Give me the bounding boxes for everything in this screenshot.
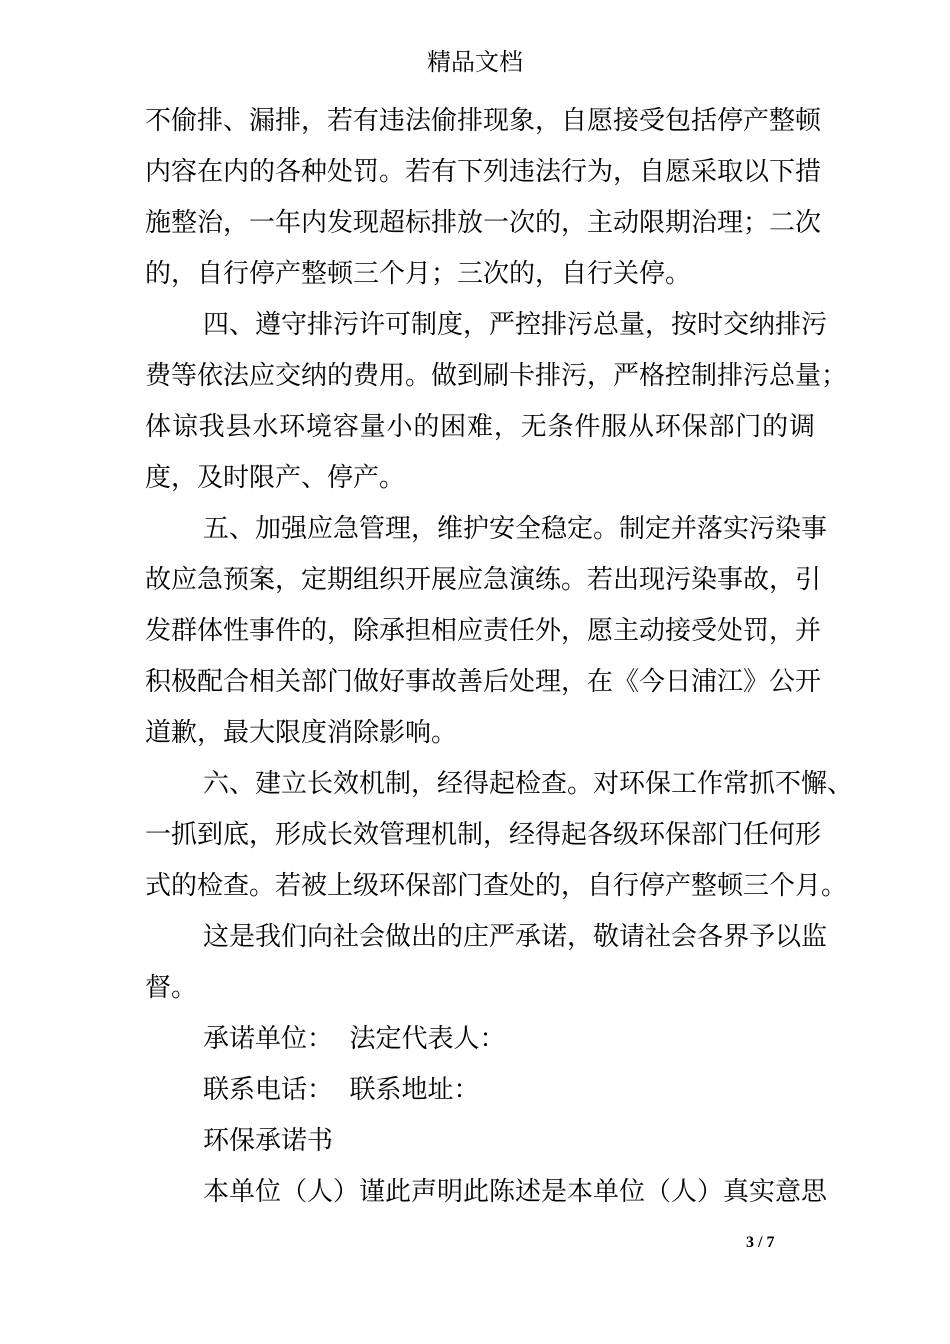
- text-line: 的，自行停产整顿三个月；三次的，自行关停。: [145, 259, 692, 289]
- signature-phone-address: [145, 1065, 815, 1116]
- text-line: 四、遵守排污许可制度，严控排污总量，按时交纳排污: [203, 310, 828, 340]
- text-line: 一抓到底，形成长效管理机制，经得起各级环保部门任何形: [145, 820, 822, 850]
- text-line: 道歉，最大限度消除影响。: [145, 718, 458, 748]
- document-body: [145, 96, 854, 1218]
- text-line: 承诺单位： 法定代表人：: [203, 1024, 506, 1054]
- text-line: 不偷排、漏排，若有违法偷排现象，自愿接受包括停产整顿: [145, 106, 822, 136]
- text-line: 发群体性事件的，除承担相应责任外，愿主动接受处罚，并: [145, 616, 822, 646]
- paragraph-closing-statement: [145, 912, 828, 1014]
- text-line: 式的检查。若被上级环保部门查处的，自行停产整顿三个月。: [145, 871, 848, 901]
- text-line: 积极配合相关部门做好事故善后处理，在《今日浦江》公开: [145, 667, 822, 697]
- signature-unit-representative: [145, 1014, 815, 1065]
- text-line: 费等依法应交纳的费用。做到刷卡排污，严格控制排污总量；: [145, 361, 848, 391]
- paragraph-item-six: [145, 759, 854, 912]
- text-line: 五、加强应急管理，维护安全稳定。制定并落实污染事: [203, 514, 828, 544]
- text-line: 六、建立长效机制，经得起检查。对环保工作常抓不懈、: [203, 769, 854, 799]
- section-title-commitment-letter: [145, 1116, 815, 1167]
- text-line: 本单位（人）谨此声明此陈述是本单位（人）真实意思: [203, 1177, 828, 1207]
- text-line: 这是我们向社会做出的庄严承诺，敬请社会各界予以监: [203, 922, 828, 952]
- text-line: 环保承诺书: [203, 1126, 334, 1156]
- paragraph-item-five: [145, 504, 828, 759]
- page-number-indicator: 3 / 7: [746, 1234, 775, 1251]
- text-line: 内容在内的各种处罚。若有下列违法行为，自愿采取以下措: [145, 157, 822, 187]
- paragraph-declaration-start: [145, 1167, 828, 1218]
- text-line: 施整治，一年内发现超标排放一次的，主动限期治理；二次: [145, 208, 822, 238]
- page-header-title: 精品文档: [427, 48, 523, 76]
- paragraph-item-four: [145, 300, 848, 504]
- paragraph-pollution-penalties: [145, 96, 822, 300]
- text-line: 体谅我县水环境容量小的困难，无条件服从环保部门的调: [145, 412, 815, 442]
- text-line: 度，及时限产、停产。: [145, 463, 406, 493]
- text-line: 故应急预案，定期组织开展应急演练。若出现污染事故，引: [145, 565, 822, 595]
- text-line: 联系电话： 联系地址：: [203, 1075, 480, 1105]
- text-line: 督。: [145, 973, 198, 1003]
